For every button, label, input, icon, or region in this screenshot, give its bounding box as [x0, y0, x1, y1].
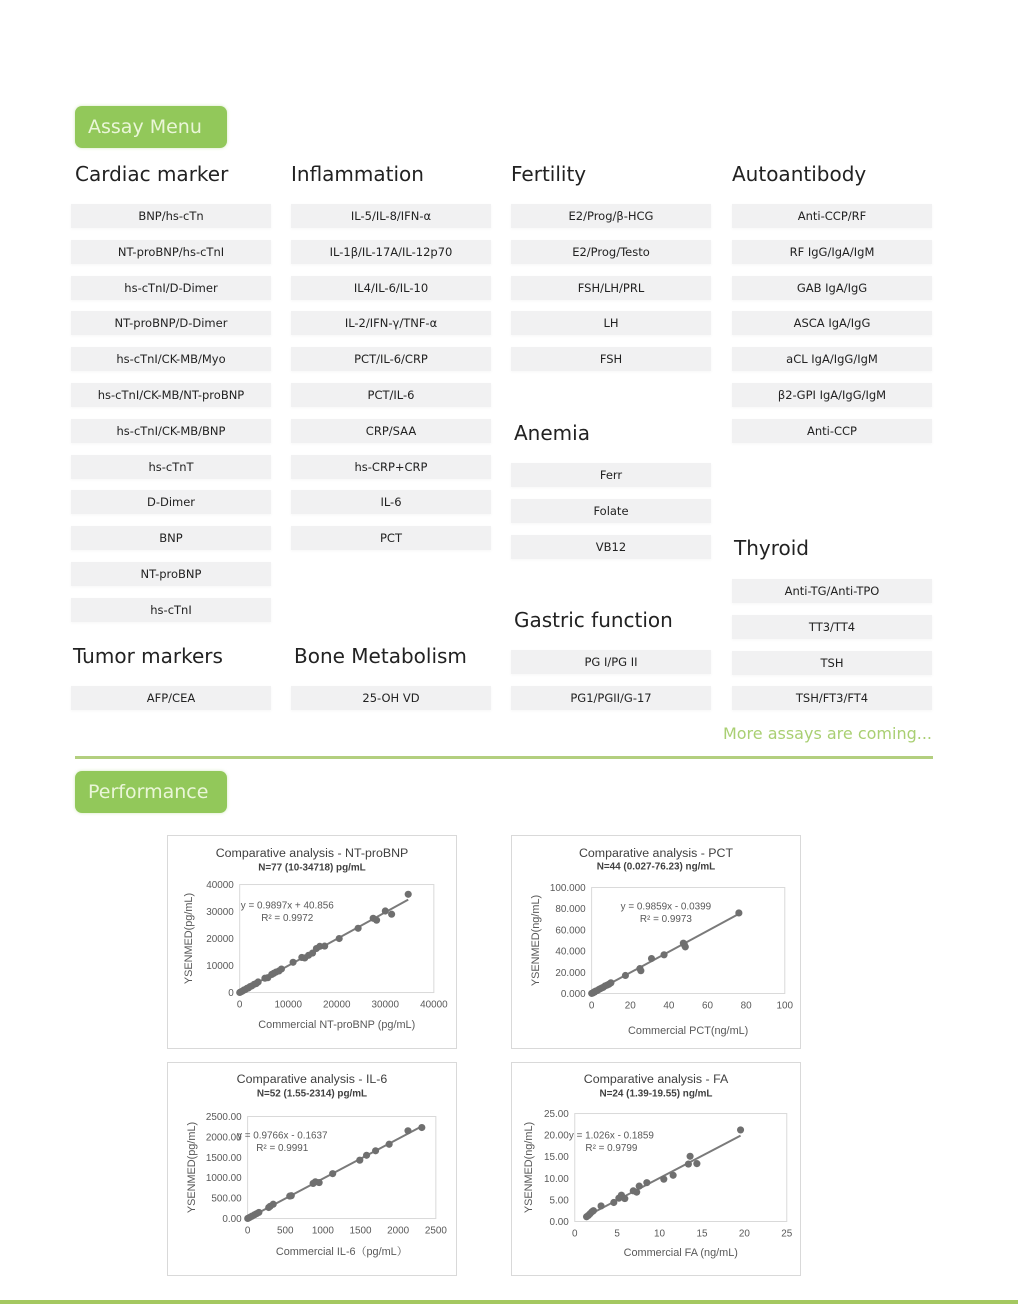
assay-item[interactable]: BNP [71, 526, 271, 550]
x-tick-label: 1500 [349, 1225, 372, 1237]
x-tick-label: 80 [740, 1000, 752, 1012]
r-squared: R² = 0.9991 [256, 1143, 309, 1155]
x-tick-label: 0 [588, 1000, 595, 1012]
assay-item[interactable]: hs-cTnI/CK-MB/Myo [71, 347, 271, 371]
chart-title: Comparative analysis - FA [583, 1071, 729, 1086]
y-tick-label: 0.00 [549, 1216, 569, 1228]
chart-fa [511, 1062, 801, 1276]
chart-nt-probnp [167, 835, 457, 1049]
x-tick-label: 0 [244, 1225, 251, 1237]
x-tick-label: 30000 [371, 999, 400, 1011]
chart-title: Comparative analysis - NT-proBNP [215, 845, 409, 860]
data-point [316, 1179, 323, 1186]
assay-item[interactable]: NT-proBNP [71, 562, 271, 586]
y-axis-label: YSENMED(pg/mL) [186, 1121, 199, 1214]
data-point [270, 1201, 277, 1208]
x-tick-label: 100 [776, 1000, 794, 1012]
x-tick-label: 15 [696, 1228, 708, 1240]
r-squared: R² = 0.9799 [585, 1143, 638, 1155]
category-title: Autoantibody [732, 162, 867, 186]
assay-item[interactable]: GAB IgA/IgG [732, 276, 932, 300]
performance-label: Performance [75, 771, 227, 813]
y-tick-label: 0 [228, 987, 234, 999]
x-tick-label: 25 [781, 1228, 793, 1240]
y-tick-label: 20000 [206, 934, 234, 945]
data-point [737, 1126, 744, 1133]
x-tick-label: 0 [236, 999, 243, 1011]
assay-item[interactable]: TT3/TT4 [732, 615, 932, 639]
y-tick-label: 60.000 [555, 925, 586, 937]
data-point [363, 1152, 370, 1159]
data-point [290, 959, 297, 966]
y-tick-label: 20.00 [544, 1130, 569, 1142]
y-axis-label: YSENMED(ng/mL) [530, 894, 543, 987]
data-point [621, 1195, 628, 1202]
assay-item[interactable]: NT-proBNP/hs-cTnI [71, 240, 271, 264]
assay-item[interactable]: FSH/LH/PRL [511, 276, 711, 300]
data-point [405, 891, 412, 898]
x-tick-label: 20 [738, 1228, 750, 1240]
assay-item[interactable]: hs-cTnI/D-Dimer [71, 276, 271, 300]
x-axis-label: Commercial FA (ng/mL) [623, 1247, 738, 1260]
y-tick-label: 25.00 [544, 1108, 569, 1120]
x-tick-label: 5 [614, 1228, 620, 1240]
data-point [670, 1172, 677, 1179]
assay-item[interactable]: Anti-CCP/RF [732, 204, 932, 228]
data-point [660, 951, 667, 958]
data-point [329, 1170, 336, 1177]
y-tick-label: 40000 [206, 880, 234, 892]
y-axis-label: YSENMED(ng/mL) [523, 1121, 536, 1214]
y-tick-label: 0.000 [560, 988, 586, 1000]
more-assays-note: More assays are coming... [722, 724, 932, 743]
assay-item[interactable]: PG1/PGII/G-17 [511, 686, 711, 710]
assay-item[interactable]: hs-cTnI [71, 598, 271, 622]
section-divider [75, 756, 933, 759]
category-title: Anemia [514, 421, 590, 445]
data-point [735, 909, 742, 916]
x-tick-label: 10 [654, 1228, 666, 1240]
assay-item[interactable]: D-Dimer [71, 490, 271, 514]
assay-item[interactable]: NT-proBNP/D-Dimer [71, 311, 271, 335]
data-point [643, 1179, 650, 1186]
assay-item[interactable]: PCT [291, 526, 491, 550]
assay-item[interactable]: E2/Prog/Testo [511, 240, 711, 264]
assay-item[interactable]: PCT/IL-6 [291, 383, 491, 407]
assay-item[interactable]: RF IgG/IgA/IgM [732, 240, 932, 264]
category-title: Tumor markers [73, 644, 223, 668]
assay-item[interactable]: LH [511, 311, 711, 335]
data-point [693, 1160, 700, 1167]
y-tick-label: 1500.00 [205, 1152, 242, 1164]
assay-item[interactable]: IL-2/IFN-γ/TNF-α [291, 311, 491, 335]
x-axis-label: Commercial IL-6（pg/mL） [275, 1246, 408, 1259]
category-title: Gastric function [514, 608, 673, 632]
data-point [648, 955, 655, 962]
assay-item[interactable]: IL-1β/IL-17A/IL-12p70 [291, 240, 491, 264]
assay-item[interactable]: hs-cTnI/CK-MB/NT-proBNP [71, 383, 271, 407]
data-point [278, 965, 285, 972]
data-point [607, 979, 614, 986]
assay-item[interactable]: VB12 [511, 535, 711, 559]
assay-item[interactable]: 25-OH VD [291, 686, 491, 710]
assay-item[interactable]: CRP/SAA [291, 419, 491, 443]
x-tick-label: 10000 [274, 999, 302, 1011]
x-axis-label: Commercial PCT(ng/mL) [628, 1025, 749, 1038]
data-point [682, 943, 689, 950]
y-tick-label: 2000.00 [205, 1132, 242, 1144]
x-tick-label: 1000 [311, 1225, 334, 1237]
data-point [356, 1157, 363, 1164]
data-point [687, 1153, 694, 1160]
assay-item[interactable]: PCT/IL-6/CRP [291, 347, 491, 371]
category-title: Bone Metabolism [294, 644, 467, 668]
data-point [373, 917, 380, 924]
x-tick-label: 60 [702, 1000, 714, 1012]
assay-item[interactable]: IL-6 [291, 490, 491, 514]
assay-item[interactable]: Folate [511, 499, 711, 523]
x-tick-label: 40 [663, 1000, 675, 1012]
assay-item[interactable]: Anti-TG/Anti-TPO [732, 579, 932, 603]
y-tick-label: 5.00 [549, 1195, 569, 1207]
category-title: Cardiac marker [75, 162, 229, 186]
chart-subtitle: N=52 (1.55-2314) pg/mL [256, 1088, 368, 1100]
data-point [418, 1124, 425, 1131]
assay-item[interactable]: Ferr [511, 463, 711, 487]
x-tick-label: 2500 [424, 1225, 447, 1237]
y-tick-label: 10000 [206, 960, 234, 972]
data-point [660, 1176, 667, 1183]
y-tick-label: 80.000 [555, 904, 586, 916]
assay-item[interactable]: E2/Prog/β-HCG [511, 204, 711, 228]
y-tick-label: 10.00 [544, 1173, 569, 1185]
assay-item[interactable]: hs-cTnI/CK-MB/BNP [71, 419, 271, 443]
data-point [321, 943, 328, 950]
assay-item[interactable]: TSH [732, 651, 932, 675]
data-point [372, 1147, 379, 1154]
data-point [637, 967, 644, 974]
data-point [355, 925, 362, 932]
data-point [288, 1192, 295, 1199]
assay-item[interactable]: BNP/hs-cTn [71, 204, 271, 228]
y-tick-label: 100.000 [549, 882, 586, 894]
assay-item[interactable]: PG I/PG II [511, 650, 711, 674]
footer-bar [0, 1300, 1018, 1304]
assay-item[interactable]: hs-CRP+CRP [291, 455, 491, 479]
data-point [597, 1202, 604, 1209]
category-title: Thyroid [734, 536, 809, 560]
chart-pct [511, 835, 801, 1049]
assay-item[interactable]: TSH/FT3/FT4 [732, 686, 932, 710]
data-point [255, 1209, 262, 1216]
x-axis-label: Commercial NT-proBNP (pg/mL) [258, 1019, 416, 1032]
assay-item[interactable]: IL-5/IL-8/IFN-α [291, 204, 491, 228]
y-tick-label: 40.000 [555, 946, 586, 958]
chart-title: Comparative analysis - PCT [578, 845, 734, 860]
r-squared: R² = 0.9972 [261, 913, 314, 925]
x-tick-label: 20000 [323, 999, 351, 1011]
chart-title: Comparative analysis - IL-6 [236, 1071, 388, 1086]
data-point [382, 907, 389, 914]
category-title: Inflammation [291, 162, 424, 186]
x-tick-label: 0 [572, 1228, 578, 1240]
x-tick-label: 500 [276, 1225, 294, 1237]
data-point [685, 1160, 692, 1167]
data-point [636, 1183, 643, 1190]
data-point [255, 978, 262, 985]
assay-menu-label: Assay Menu [75, 106, 227, 148]
y-tick-label: 500.00 [211, 1193, 242, 1205]
assay-item[interactable]: AFP/CEA [71, 686, 271, 710]
y-tick-label: 2500.00 [205, 1111, 242, 1123]
x-tick-label: 2000 [387, 1225, 410, 1237]
chart-il-6 [167, 1062, 457, 1276]
assay-item[interactable]: aCL IgA/IgG/IgM [732, 347, 932, 371]
data-point [404, 1127, 411, 1134]
regression-equation: y = 0.9897x + 40.856 [240, 900, 334, 912]
y-tick-label: 1000.00 [205, 1173, 242, 1185]
y-tick-label: 0.00 [222, 1214, 242, 1225]
y-tick-label: 20.000 [555, 967, 586, 979]
chart-subtitle: N=24 (1.39-19.55) ng/mL [599, 1088, 713, 1100]
data-point [336, 935, 343, 942]
assay-item[interactable]: β2-GPI IgA/IgG/IgM [732, 383, 932, 407]
x-tick-label: 40000 [420, 999, 448, 1011]
regression-equation: y = 1.026x - 0.1859 [568, 1130, 654, 1142]
data-point [386, 1141, 393, 1148]
regression-equation: y = 0.9859x - 0.0399 [620, 901, 712, 913]
x-tick-label: 20 [624, 1000, 636, 1012]
regression-equation: y = 0.9766x - 0.1637 [237, 1130, 328, 1142]
data-point [388, 911, 395, 918]
assay-item[interactable]: hs-cTnT [71, 455, 271, 479]
assay-item[interactable]: ASCA IgA/IgG [732, 311, 932, 335]
y-tick-label: 30000 [206, 907, 234, 919]
r-squared: R² = 0.9973 [639, 914, 692, 926]
chart-subtitle: N=44 (0.027-76.23) ng/mL [596, 861, 716, 873]
chart-subtitle: N=77 (10-34718) pg/mL [258, 862, 366, 874]
data-point [622, 972, 629, 979]
y-axis-label: YSENMED(pg/mL) [183, 892, 196, 985]
data-point [590, 1207, 597, 1214]
assay-item[interactable]: Anti-CCP [732, 419, 932, 443]
category-title: Fertility [511, 162, 587, 186]
assay-item[interactable]: FSH [511, 347, 711, 371]
assay-item[interactable]: IL4/IL-6/IL-10 [291, 276, 491, 300]
y-tick-label: 15.00 [544, 1152, 569, 1164]
